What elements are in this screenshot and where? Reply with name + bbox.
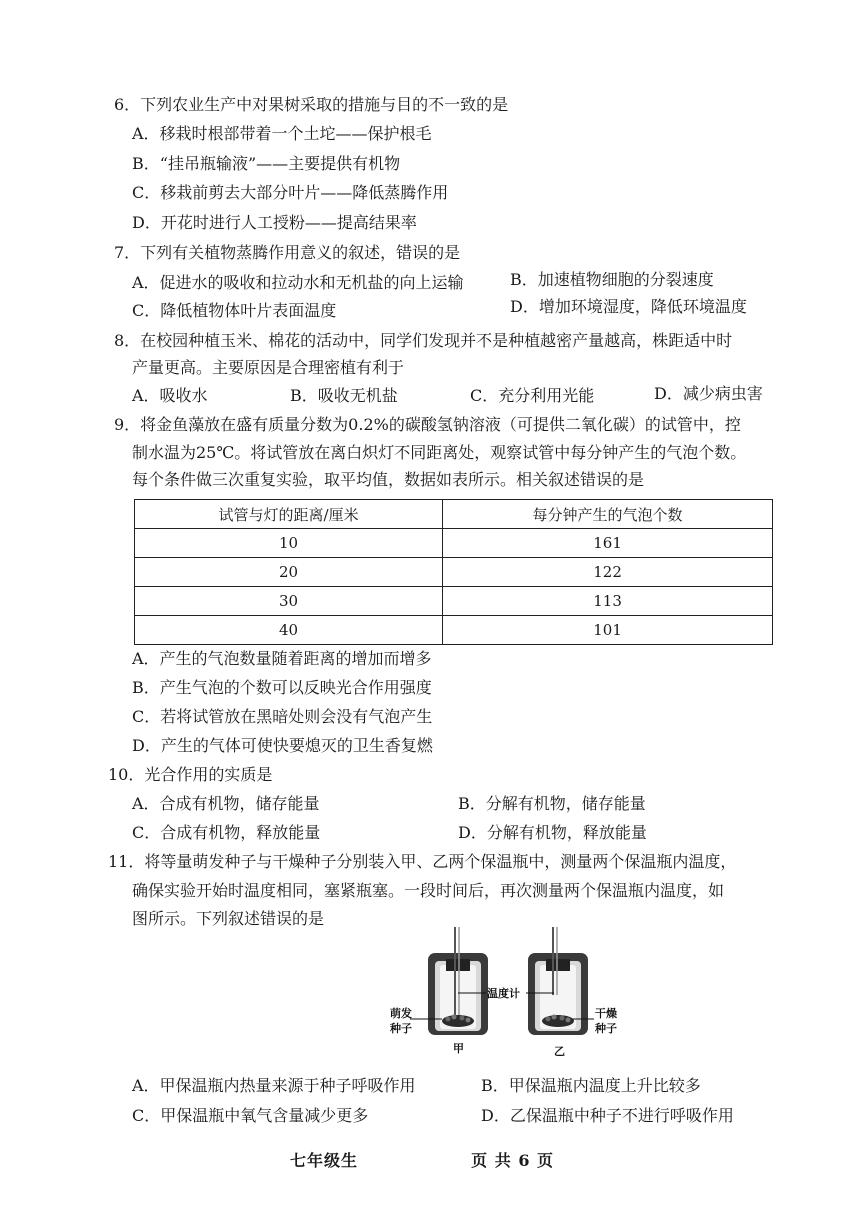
table-cell: 30: [135, 587, 443, 616]
q10-option-c: C．合成有机物，释放能量: [132, 823, 321, 842]
yi-label: 乙: [554, 1045, 565, 1058]
page-footer: [290, 1148, 554, 1171]
q10-option-d: D．分解有机物，释放能量: [458, 823, 647, 842]
q6-option-c: C．移栽前剪去大部分叶片——降低蒸腾作用: [132, 183, 449, 202]
q6-option-d: D．开花时进行人工授粉——提高结果率: [132, 213, 417, 232]
q6-option-a: A．移栽时根部带着一个土坨——保护根毛: [132, 124, 432, 143]
q8-option-d: D．减少病虫害: [654, 384, 763, 403]
q8-option-b: B．吸收无机盐: [290, 386, 398, 405]
q9-option-a: A．产生的气泡数量随着距离的增加而增多: [132, 649, 432, 668]
q11-stem-line2: 确保实验开始时温度相同，塞紧瓶塞。一段时间后，再次测量两个保温瓶内温度，如: [132, 881, 725, 900]
q8-stem-line2: 产量更高。主要原因是合理密植有利于: [132, 358, 405, 377]
footer-left: 七年级生: [290, 1151, 359, 1170]
q9-stem-line2: 制水温为25℃。将试管放在离白炽灯不同距离处，观察试管中每分钟产生的气泡个数。: [132, 443, 747, 462]
table-header-cell: 每分钟产生的气泡个数: [443, 500, 773, 529]
q8-option-a: A．吸收水: [132, 386, 208, 405]
q9-stem-line3: 每个条件做三次重复实验，取平均值，数据如表所示。相关叙述错误的是: [132, 470, 645, 489]
q9-option-c: C．若将试管放在黑暗处则会没有气泡产生: [132, 707, 433, 726]
thermometer-label: 温度计: [487, 987, 520, 1000]
table-row: [135, 616, 773, 645]
q9-option-d: D．产生的气体可使快要熄灭的卫生香复燃: [132, 736, 433, 755]
q9-stem-line1: 9．将金鱼藻放在盛有质量分数为0.2%的碳酸氢钠溶液（可提供二氧化碳）的试管中，控: [114, 415, 741, 434]
q11-option-b: B．甲保温瓶内温度上升比较多: [481, 1076, 701, 1095]
table-header-cell: 试管与灯的距离/厘米: [135, 500, 443, 529]
q7-option-b: B．加速植物细胞的分裂速度: [510, 270, 714, 289]
q11-option-c: C．甲保温瓶中氧气含量减少更多: [132, 1106, 369, 1125]
q11-option-d: D．乙保温瓶中种子不进行呼吸作用: [481, 1106, 734, 1125]
dry-label-1: 干燥: [595, 1007, 617, 1020]
table-cell: 161: [443, 529, 773, 558]
q7-option-d: D．增加环境湿度，降低环境温度: [510, 297, 747, 316]
table-row: [135, 529, 773, 558]
table-cell: 122: [443, 558, 773, 587]
q8-option-c: C．充分利用光能: [470, 386, 595, 405]
q7-stem: 7．下列有关植物蒸腾作用意义的叙述，错误的是: [114, 243, 461, 262]
table-row: [135, 558, 773, 587]
table-cell: 40: [135, 616, 443, 645]
q6-stem: 6．下列农业生产中对果树采取的措施与目的不一致的是: [114, 95, 509, 114]
q7-option-c: C．降低植物体叶片表面温度: [132, 301, 337, 320]
q10-option-b: B．分解有机物，储存能量: [458, 794, 646, 813]
q11-stem-line1: 11．将等量萌发种子与干燥种子分别装入甲、乙两个保温瓶中，测量两个保温瓶内温度，: [108, 852, 737, 871]
jia-label: 甲: [453, 1042, 464, 1055]
germinating-label-1: 萌发: [390, 1007, 412, 1020]
dry-label-2: 种子: [595, 1022, 617, 1035]
table-row: [135, 587, 773, 616]
table-cell: 10: [135, 529, 443, 558]
thermos-figure: [380, 925, 620, 1060]
q10-option-a: A．合成有机物，储存能量: [132, 794, 320, 813]
q6-option-b: B．“挂吊瓶输液”——主要提供有机物: [132, 154, 401, 173]
germinating-label-2: 种子: [390, 1022, 412, 1035]
q8-stem-line1: 8．在校园种植玉米、棉花的活动中，同学们发现并不是种植越密产量越高，株距适中时: [114, 331, 733, 350]
table-cell: 113: [443, 587, 773, 616]
table-header-row: [135, 500, 773, 529]
footer-right: 页 共 6 页: [471, 1151, 555, 1170]
q11-option-a: A．甲保温瓶内热量来源于种子呼吸作用: [132, 1076, 416, 1095]
q7-option-a: A．促进水的吸收和拉动水和无机盐的向上运输: [132, 273, 464, 292]
q9-data-table: [134, 499, 773, 645]
table-cell: 101: [443, 616, 773, 645]
q9-option-b: B．产生气泡的个数可以反映光合作用强度: [132, 678, 432, 697]
q10-stem: 10．光合作用的实质是: [108, 765, 273, 784]
q11-stem-line3: 图所示。下列叙述错误的是: [132, 909, 325, 928]
table-cell: 20: [135, 558, 443, 587]
